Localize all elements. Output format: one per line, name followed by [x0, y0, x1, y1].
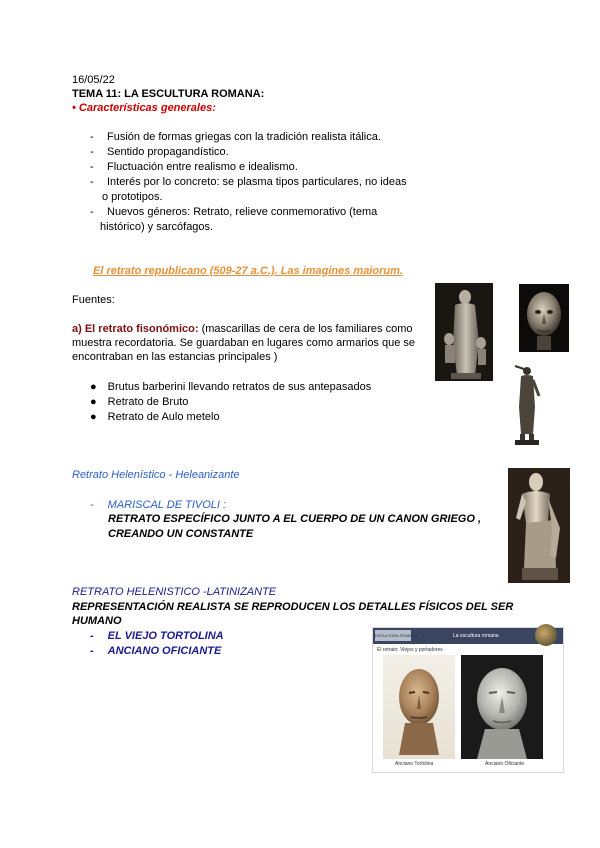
list-item-continuation: o prototipos.: [102, 191, 163, 203]
characteristics-list: [90, 130, 430, 240]
fisonomico-line-2: muestra recordatoria. Se guardaban en lugares como armarios que se: [72, 337, 416, 349]
bullet-item: ● Retrato de Aulo metelo: [90, 411, 220, 423]
latinizante-item: - EL VIEJO TORTOLINA: [90, 630, 224, 642]
list-item-continuation: histórico) y sarcófagos.: [100, 221, 214, 233]
slide-header-right: La escultura romana: [453, 633, 499, 639]
fisonomico-label: a) El retrato fisonómico:: [72, 323, 199, 335]
latinizante-desc-2: HUMANO: [72, 615, 122, 627]
sources-label: Fuentes:: [72, 294, 115, 306]
page-title: TEMA 11: LA ESCULTURA ROMANA:: [72, 88, 265, 100]
caption-tortolina: Anciano Tortolina: [395, 761, 434, 767]
bullet-item: ● Retrato de Bruto: [90, 396, 189, 408]
fisonomico-line-1: a) El retrato fisonómico: (mascarillas de cera de los familiares como: [72, 323, 413, 335]
general-heading: • Características generales:: [72, 102, 216, 114]
heleanizante-desc-2: CREANDO UN CONSTANTE: [108, 528, 254, 540]
heleanizante-desc-1: RETRATO ESPECÍFICO JUNTO A EL CUERPO DE UN CANON GRIEGO ,: [108, 513, 482, 525]
brutus-barberini-photo: [435, 283, 493, 381]
heleanizante-heading: Retrato Helenístico - Heleanizante: [72, 469, 240, 481]
caption-oficiante: Anciano Oficiante: [485, 761, 525, 767]
mariscal-tivoli-photo: [508, 468, 570, 583]
heleanizante-item: - MARISCAL DE TIVOLI :: [90, 499, 227, 511]
list-item: - Interés por lo concreto: se plasma tipos particulares, no ideas: [90, 176, 407, 188]
republican-heading: El retrato republicano (509-27 a.C.). Las imagines maiorum.: [93, 265, 403, 277]
bronze-statue-photo: [509, 362, 545, 447]
anciano-oficiante-photo: [461, 655, 543, 759]
list-item: - Fluctuación entre realismo e idealismo.: [90, 161, 298, 173]
list-item: - Sentido propagandístico.: [90, 146, 229, 158]
bronze-head-photo: [519, 284, 569, 352]
list-item: - Nuevos géneros: Retrato, relieve conmemorativo (tema: [90, 206, 378, 218]
latinizante-item: - ANCIANO OFICIANTE: [90, 645, 222, 657]
fisonomico-line-3: encontraban en las estancias principales ): [72, 351, 278, 363]
bullet-item: ● Brutus barberini llevando retratos de sus antepasados: [90, 381, 372, 393]
viejo-tortolina-photo: [383, 655, 455, 759]
slide-medallion-icon: [535, 624, 557, 646]
list-item: - Fusión de formas griegas con la tradición realista itálica.: [90, 131, 381, 143]
latinizante-heading: RETRATO HELENISTICO -LATINIZANTE: [72, 586, 277, 598]
slide-subtitle: El retrato: Viejos y portadores: [377, 647, 443, 653]
slide-header-left: ESCULTURA ROMANA: [375, 630, 411, 641]
date: 16/05/22: [72, 74, 115, 86]
latinizante-slide: [372, 627, 564, 773]
latinizante-desc-1: REPRESENTACIÓN REALISTA SE REPRODUCEN LOS DETALLES FÍSICOS DEL SER: [72, 601, 514, 613]
